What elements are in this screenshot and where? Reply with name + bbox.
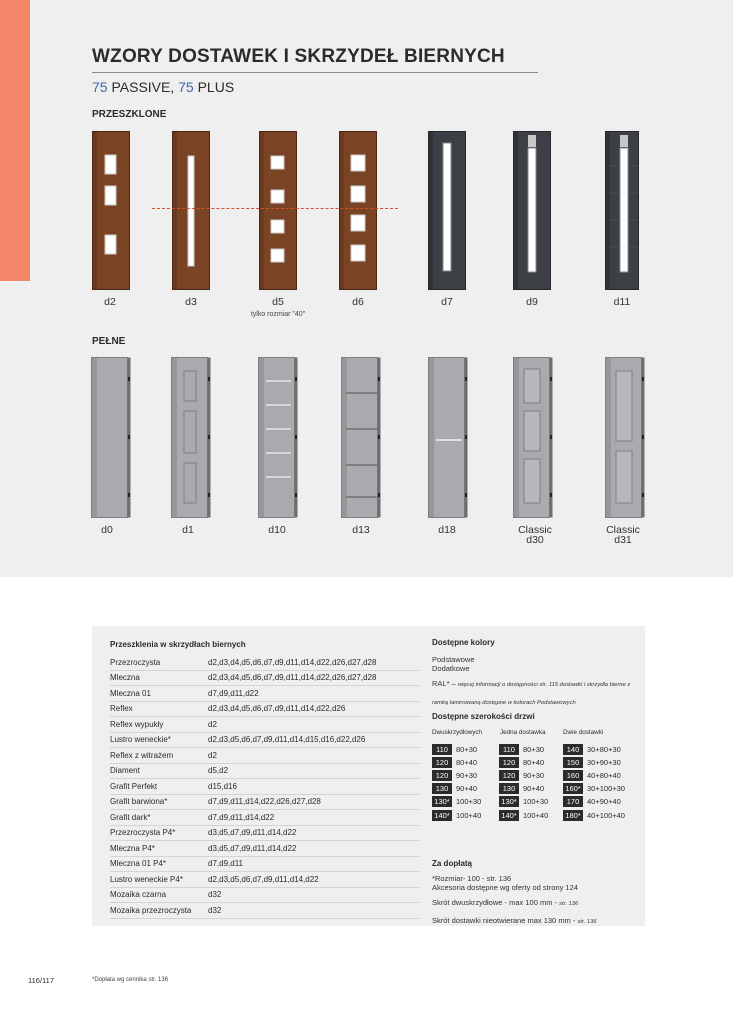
glazing-value: d7,d9,d11,d14,d22,d26,d27,d28 xyxy=(208,797,321,807)
glazing-value: d7,d9,d11,d14,d22 xyxy=(208,812,275,822)
width-badge: 130 xyxy=(432,783,452,794)
width-value: 100+40 xyxy=(523,810,549,820)
door-d13 xyxy=(341,357,381,519)
glazing-name: Grafit Perfekt xyxy=(110,781,158,791)
width-badge: 110 xyxy=(432,744,452,755)
width-value: 30+80+30 xyxy=(587,744,621,754)
glazing-name: Reflex z witrażem xyxy=(110,750,174,760)
colors-heading: Dostępne kolory xyxy=(432,638,495,647)
width-badge: 170 xyxy=(563,796,583,807)
surcharge-line-4-ref: str. 136 xyxy=(577,919,597,925)
title-rule xyxy=(92,72,538,73)
widths-header-two: Dwie dostawki xyxy=(563,729,604,736)
width-entry xyxy=(499,809,548,821)
glazing-row xyxy=(110,733,420,749)
glazing-name: Mozaika przezroczysta xyxy=(110,905,192,915)
glazing-name: Mleczna 01 xyxy=(110,688,151,698)
glazing-value: d7,d9,d11,d22 xyxy=(208,688,259,698)
width-value: 40+100+40 xyxy=(587,810,625,820)
label-d18: d18 xyxy=(438,524,456,536)
glazing-table xyxy=(110,655,420,919)
width-value: 80+40 xyxy=(456,757,478,767)
glazing-name: Mleczna xyxy=(110,673,140,683)
width-badge: 110 xyxy=(499,744,519,755)
door-d30 xyxy=(513,357,553,519)
glazed-section-label: PRZESZKLONE xyxy=(92,109,167,120)
width-entry xyxy=(563,796,621,808)
label-d30: Classic d30 xyxy=(518,524,552,546)
label-d7: d7 xyxy=(441,296,453,308)
footer-note: *Dopłata wg cennika str. 136 xyxy=(92,977,169,983)
glazing-row xyxy=(110,686,420,702)
width-entry xyxy=(563,743,621,755)
width-entry xyxy=(499,756,544,768)
door-d18 xyxy=(428,357,468,519)
glazing-name: Lustro weneckie* xyxy=(110,735,171,745)
ral-note: więcej informacji o dostępności str. 115 dostawki i skrzydła bierne z ramką laminowaną dostępne w kolorach Podstawowych xyxy=(432,682,631,706)
surcharge-line-3-text: Skrót dwuskrzydłowe - max 100 mm - xyxy=(432,898,560,907)
surcharge-block xyxy=(432,859,597,928)
glazing-name: Mleczna 01 P4* xyxy=(110,859,167,869)
label-d9: d9 xyxy=(526,296,538,308)
width-value: 80+40 xyxy=(523,757,545,767)
subtitle-word-2: PLUS xyxy=(193,79,235,95)
page-title: WZORY DOSTAWEK I SKRZYDEŁ BIERNYCH xyxy=(92,46,505,67)
glazing-row xyxy=(110,702,420,718)
glazing-name: Reflex wypukły xyxy=(110,719,164,729)
width-value: 100+30 xyxy=(523,797,549,807)
width-entry xyxy=(563,809,625,821)
glazing-value: d2,d3,d5,d6,d7,d9,d11,d14,d15,d16,d22,d26 xyxy=(208,735,366,745)
width-entry xyxy=(432,796,481,808)
width-entry xyxy=(499,769,544,781)
label-d3: d3 xyxy=(185,296,197,308)
width-value: 100+40 xyxy=(456,810,482,820)
glazing-row xyxy=(110,857,420,873)
width-entry xyxy=(499,796,548,808)
glazing-value: d3,d5,d7,d9,d11,d14,d22 xyxy=(208,828,297,838)
door-d6 xyxy=(339,131,377,290)
door-d10 xyxy=(258,357,298,519)
width-value: 30+90+30 xyxy=(587,757,621,767)
label-d13: d13 xyxy=(352,524,370,536)
glazing-value: d32 xyxy=(208,890,222,900)
label-d10: d10 xyxy=(268,524,286,536)
glazing-value: d2,d3,d4,d5,d6,d7,d9,d11,d14,d22,d26,d27,d28 xyxy=(208,657,377,667)
door-d11 xyxy=(605,131,639,290)
width-value: 100+30 xyxy=(456,797,482,807)
width-badge: 130* xyxy=(432,796,452,807)
width-value: 90+40 xyxy=(456,784,478,794)
glazing-row xyxy=(110,671,420,687)
glazing-name: Przezroczysta xyxy=(110,657,161,667)
label-d11: d11 xyxy=(613,296,631,308)
ral-prefix: RAL* – xyxy=(432,679,458,688)
width-entry xyxy=(563,756,621,768)
width-value: 40+90+40 xyxy=(587,797,621,807)
door-d31 xyxy=(605,357,645,519)
width-value: 80+30 xyxy=(523,744,545,754)
glazing-value: d3,d5,d7,d9,d11,d14,d22 xyxy=(208,843,297,853)
glazing-row xyxy=(110,717,420,733)
surcharge-line-3-ref: str. 136 xyxy=(559,901,579,907)
label-d31: Classic d31 xyxy=(606,524,640,546)
widths-header-one: Jedna dostawka xyxy=(500,729,546,736)
glazing-row xyxy=(110,748,420,764)
width-badge: 130 xyxy=(499,783,519,794)
page-number: 116/117 xyxy=(28,976,54,985)
glazing-row xyxy=(110,655,420,671)
width-entry xyxy=(432,809,481,821)
width-badge: 160 xyxy=(563,770,583,781)
widths-header-double: Dwuskrzydłowych xyxy=(432,729,483,736)
size-note: tylko rozmiar "40" xyxy=(250,311,306,318)
width-badge: 140* xyxy=(499,810,519,821)
glazing-row xyxy=(110,888,420,904)
glazing-row xyxy=(110,841,420,857)
colors-line-1: Podstawowe xyxy=(432,655,475,664)
glazing-value: d2,d3,d4,d5,d6,d7,d9,d11,d14,d22,d26,d27,d28 xyxy=(208,673,377,683)
glazing-row xyxy=(110,779,420,795)
width-badge: 120 xyxy=(499,770,519,781)
glazing-row xyxy=(110,810,420,826)
glazing-name: Lustro weneckie P4* xyxy=(110,874,183,884)
door-d5 xyxy=(259,131,297,290)
widths-heading: Dostępne szerokości drzwi xyxy=(432,712,535,721)
width-entry xyxy=(432,783,477,795)
width-badge: 120 xyxy=(432,770,452,781)
glazing-name: Mozaika czarna xyxy=(110,890,167,900)
width-badge: 150 xyxy=(563,757,583,768)
width-entry xyxy=(563,783,625,795)
width-entry xyxy=(499,743,544,755)
width-value: 80+30 xyxy=(456,744,478,754)
glazing-row xyxy=(110,764,420,780)
door-d7 xyxy=(428,131,466,290)
surcharge-line-2: Akcesoria dostępne wg oferty od strony 124 xyxy=(432,883,578,892)
glazing-name: Reflex xyxy=(110,704,133,714)
width-badge: 120 xyxy=(432,757,452,768)
width-entry xyxy=(432,743,477,755)
glazing-value: d5,d2 xyxy=(208,766,229,776)
glazing-value: d2 xyxy=(208,750,217,760)
width-entry xyxy=(563,769,621,781)
solid-section-label: PEŁNE xyxy=(92,336,126,347)
glazing-value: d32 xyxy=(208,905,222,915)
width-badge: 130* xyxy=(499,796,519,807)
glazing-row xyxy=(110,872,420,888)
glazing-value: d15,d16 xyxy=(208,781,237,791)
subtitle-word-1: PASSIVE, xyxy=(107,79,179,95)
width-badge: 180* xyxy=(563,810,583,821)
width-value: 90+40 xyxy=(523,784,545,794)
label-d2: d2 xyxy=(104,296,116,308)
width-badge: 140* xyxy=(432,810,452,821)
width-value: 90+30 xyxy=(523,770,545,780)
door-d3 xyxy=(172,131,210,290)
glazing-name: Grafit barwiona* xyxy=(110,797,168,807)
width-value: 90+30 xyxy=(456,770,478,780)
height-guide-line xyxy=(152,208,398,209)
door-d9 xyxy=(513,131,551,290)
glazing-table-title: Przeszklenia w skrzydłach biernych xyxy=(110,640,246,649)
surcharge-line-3 xyxy=(432,892,597,910)
colors-ral xyxy=(432,673,632,709)
page-subtitle xyxy=(92,79,234,95)
width-badge: 160* xyxy=(563,783,583,794)
glazing-name: Mleczna P4* xyxy=(110,843,155,853)
width-value: 40+80+40 xyxy=(587,770,621,780)
glazing-value: d2 xyxy=(208,719,217,729)
surcharge-line-4-text: Skrót dostawki nieotwierane max 130 mm - xyxy=(432,916,578,925)
glazing-name: Przezroczysta P4* xyxy=(110,828,176,838)
width-entry xyxy=(432,769,477,781)
glazing-value: d2,d3,d5,d6,d7,d9,d11,d14,d22 xyxy=(208,874,319,884)
subtitle-num-2: 75 xyxy=(178,79,194,95)
surcharge-heading: Za dopłatą xyxy=(432,859,473,868)
colors-block xyxy=(432,638,632,709)
label-d0: d0 xyxy=(101,524,113,536)
door-d0 xyxy=(91,357,131,519)
width-badge: 140 xyxy=(563,744,583,755)
label-d5: d5 xyxy=(272,296,284,308)
width-value: 30+100+30 xyxy=(587,784,625,794)
colors-line-2: Dodatkowe xyxy=(432,664,470,673)
width-entry xyxy=(432,756,477,768)
label-d1: d1 xyxy=(182,524,194,536)
glazing-value: d7,d9,d11 xyxy=(208,859,243,869)
glazing-value: d2,d3,d4,d5,d6,d7,d9,d11,d14,d22,d26 xyxy=(208,704,346,714)
door-d1 xyxy=(171,357,211,519)
door-d2 xyxy=(92,131,130,290)
width-entry xyxy=(499,783,544,795)
glazing-row xyxy=(110,795,420,811)
glazing-name: Grafit dark* xyxy=(110,812,151,822)
subtitle-num-1: 75 xyxy=(92,79,108,95)
glazing-row xyxy=(110,903,420,919)
glazing-row xyxy=(110,826,420,842)
surcharge-line-4 xyxy=(432,910,597,928)
accent-strip xyxy=(0,0,30,281)
label-d6: d6 xyxy=(352,296,364,308)
glazing-name: Diament xyxy=(110,766,140,776)
surcharge-line-1: *Rozmiar- 100 - str. 136 xyxy=(432,874,512,883)
width-badge: 120 xyxy=(499,757,519,768)
